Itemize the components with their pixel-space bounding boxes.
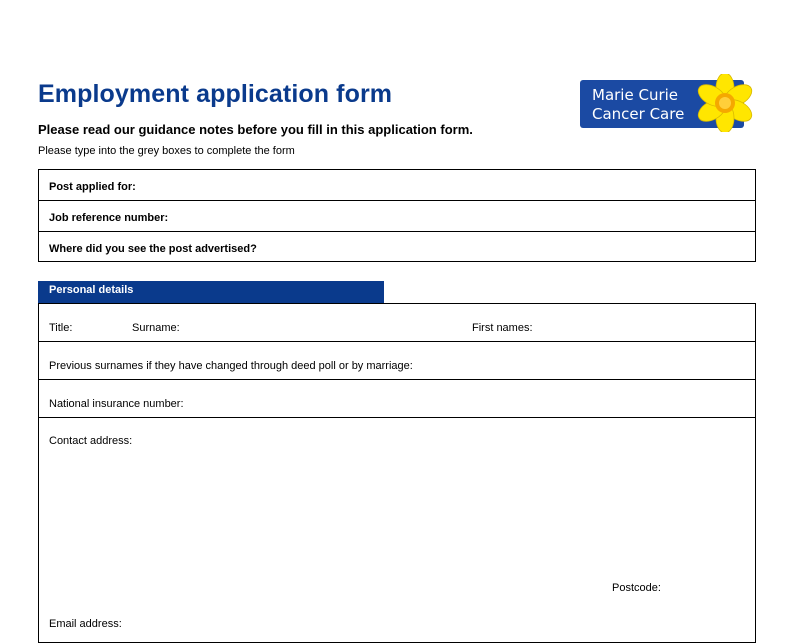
personal-details-box: [38, 303, 756, 643]
daffodil-icon: [697, 74, 753, 132]
job-reference-label: Job reference number:: [49, 212, 169, 224]
logo-text-line1: Marie Curie: [592, 86, 679, 104]
previous-surnames-row[interactable]: [39, 342, 755, 380]
postcode-label: Postcode:: [612, 582, 661, 594]
job-reference-row[interactable]: [39, 201, 755, 232]
personal-details-heading: Personal details: [38, 281, 384, 303]
first-names-label: First names:: [472, 322, 533, 334]
title-label: Title:: [49, 322, 73, 334]
guidance-note: Please read our guidance notes before you fill in this application form.: [38, 122, 473, 137]
national-insurance-label: National insurance number:: [49, 398, 184, 410]
contact-address-label: Contact address:: [49, 435, 133, 447]
post-advertised-label: Where did you see the post advertised?: [49, 243, 257, 255]
post-applied-label: Post applied for:: [49, 181, 136, 193]
national-insurance-row[interactable]: [39, 380, 755, 418]
logo-text-line2: Cancer Care: [592, 105, 685, 123]
post-advertised-row[interactable]: [39, 232, 755, 263]
form-instruction: Please type into the grey boxes to complete the form: [38, 145, 295, 157]
marie-curie-logo: [580, 80, 753, 128]
previous-surnames-label: Previous surnames if they have changed through deed poll or by marriage:: [49, 360, 413, 372]
email-address-label: Email address:: [49, 618, 122, 630]
surname-label: Surname:: [132, 322, 180, 334]
post-details-box: [38, 169, 756, 262]
post-applied-row[interactable]: [39, 170, 755, 201]
name-row: [39, 304, 755, 342]
page-title: Employment application form: [38, 80, 393, 108]
